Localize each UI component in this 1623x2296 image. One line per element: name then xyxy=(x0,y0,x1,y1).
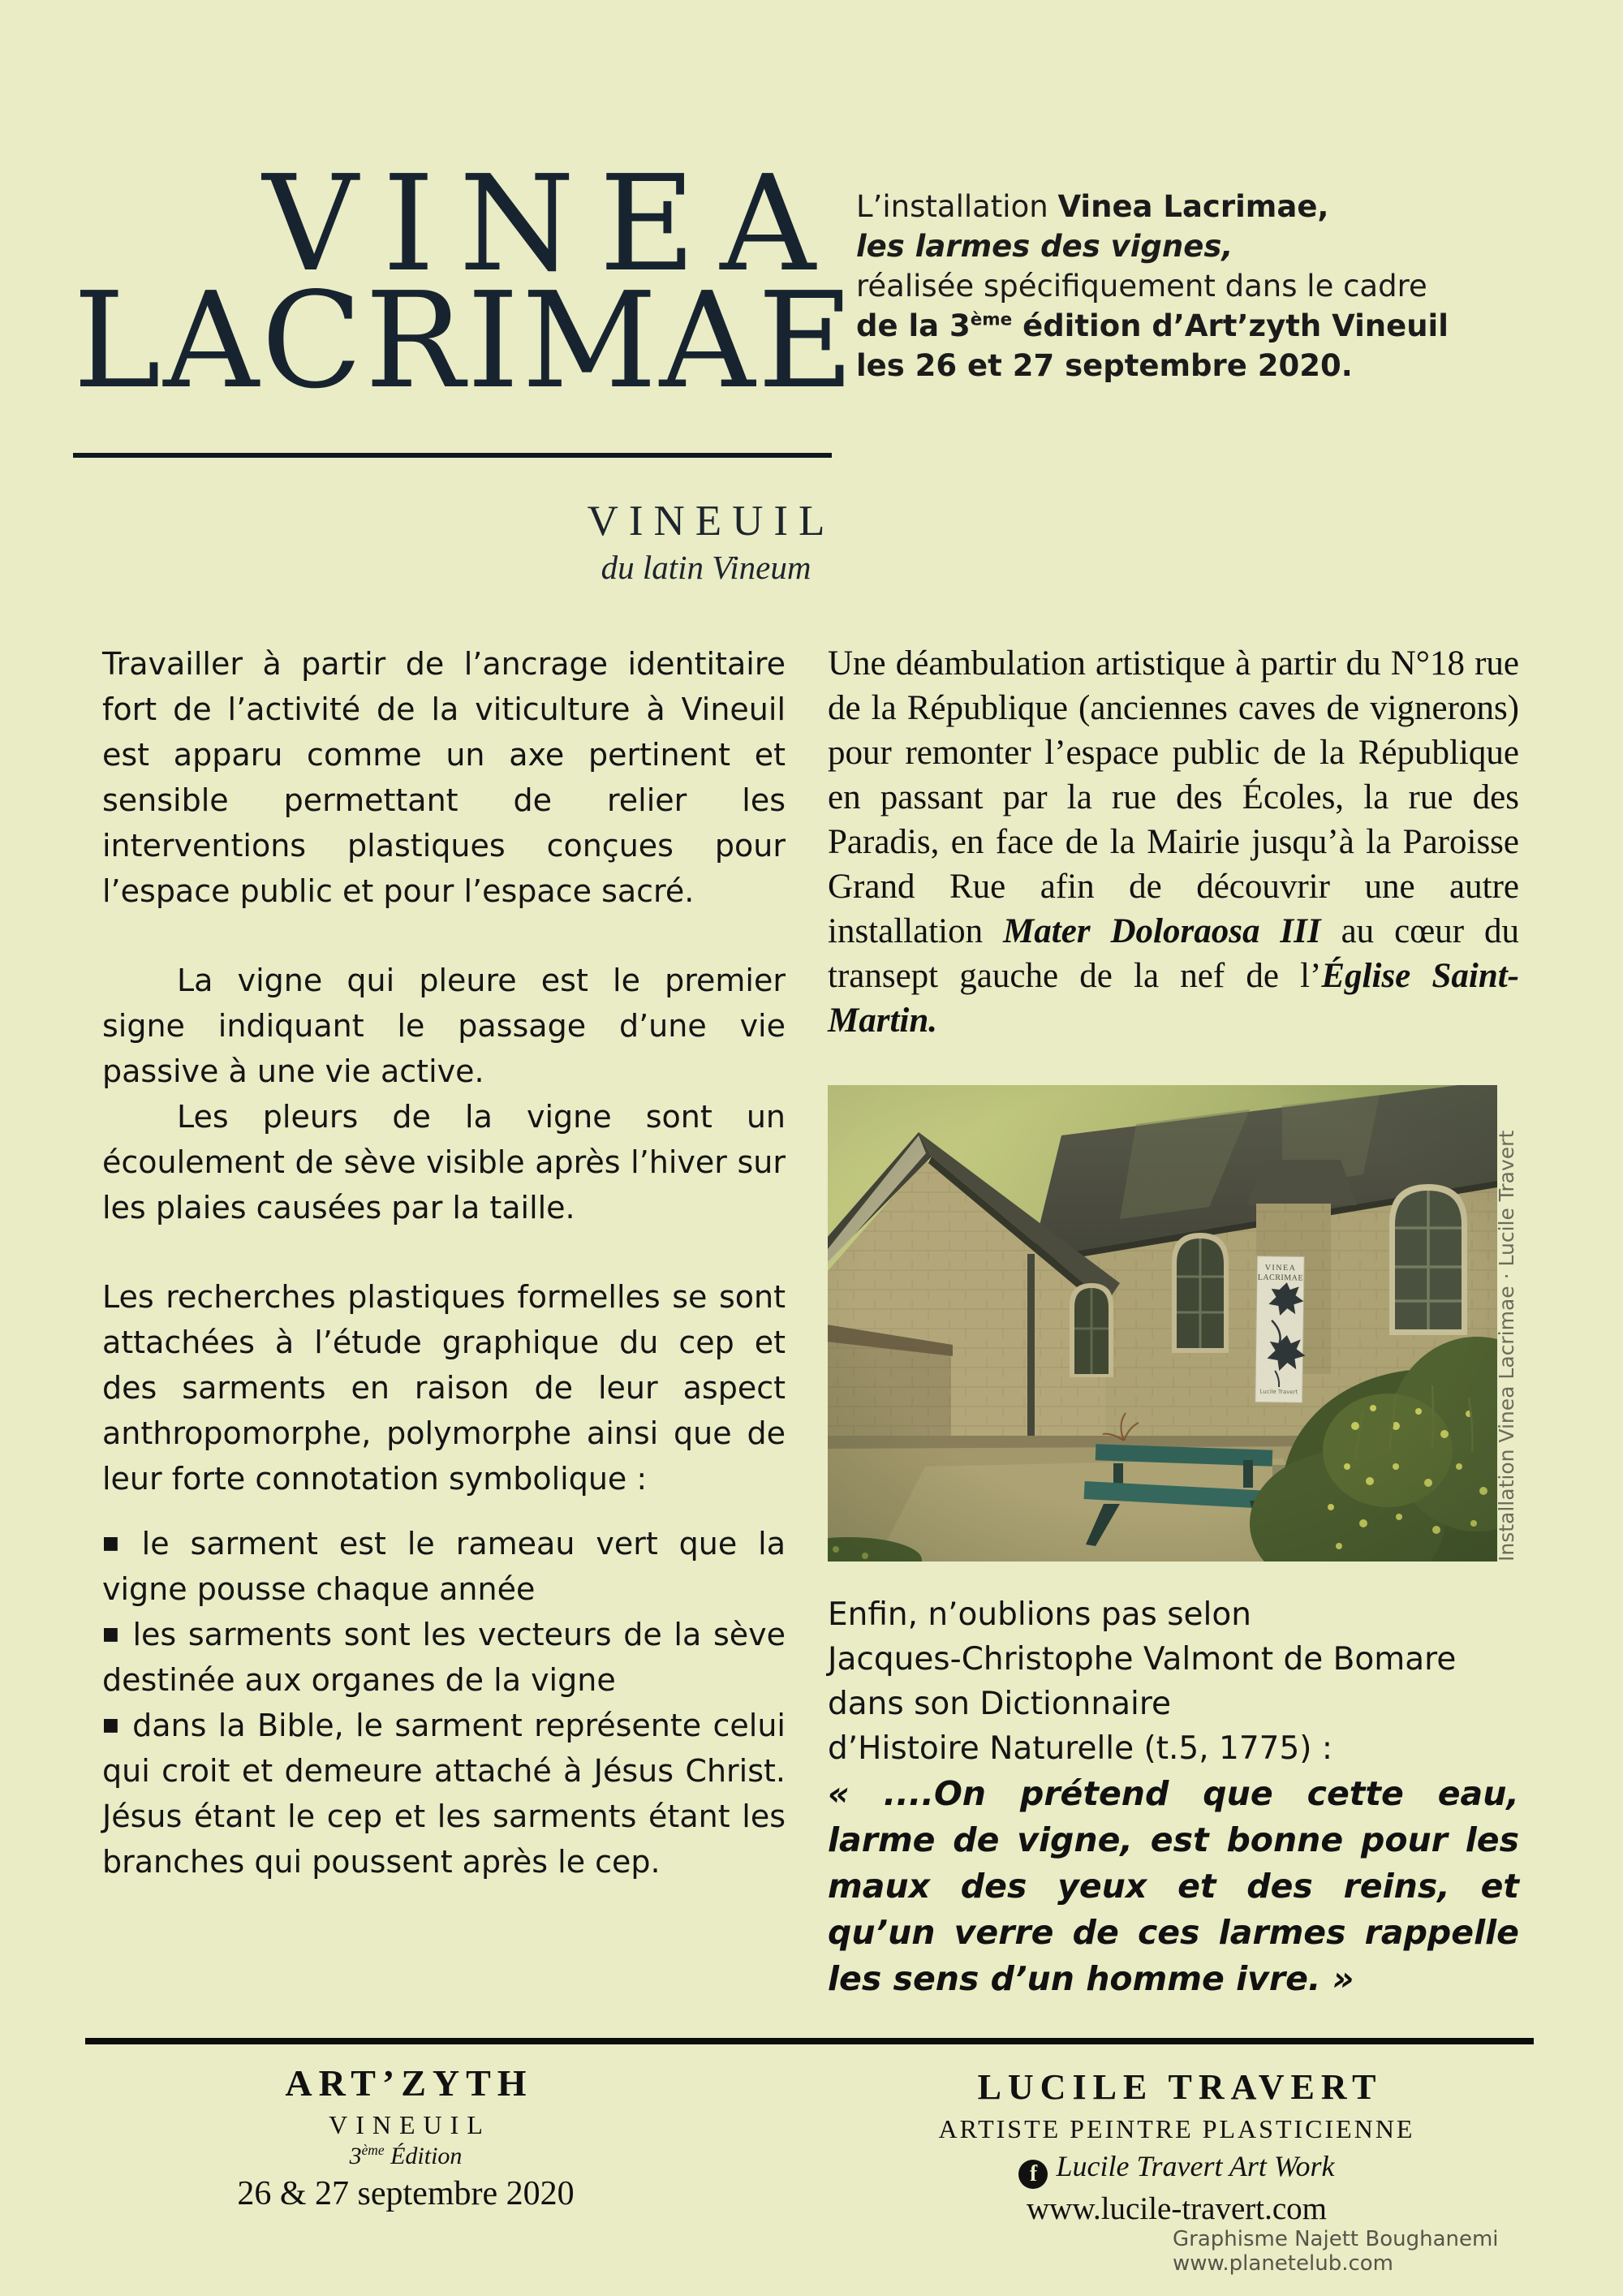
event-date: 26 & 27 septembre 2020 xyxy=(237,2175,575,2212)
event-name: ART’ZYTH xyxy=(285,2062,533,2104)
after-photo-block xyxy=(828,1592,1519,2002)
intro-block xyxy=(856,187,1465,386)
bullet-icon: ■ xyxy=(102,1624,122,1644)
bullet-text: les sarments sont les vecteurs de la sève destinée aux organes de la vigne xyxy=(102,1617,786,1698)
place-heading xyxy=(495,497,917,587)
church-photo-illustration xyxy=(828,1085,1497,1562)
after-photo-line: Enfin, n’oublions pas selon xyxy=(828,1596,1251,1633)
paragraph: Travailler à partir de l’ancrage identitaire fort de l’activité de la viticulture à Vineuil est apparu comme un axe pertinent et sensible permettant de relier les interventions plastiques conçues pour l’espace public et pour l’espace sacré. xyxy=(102,646,786,909)
artist-role: ARTISTE PEINTRE PLASTICIENNE xyxy=(938,2114,1415,2143)
intro-line: de la 3ème édition d’Art’zyth Vineuil xyxy=(856,308,1449,343)
church-photo xyxy=(828,1085,1518,1562)
bullet-icon: ■ xyxy=(102,1533,131,1553)
intro-line: les 26 et 27 septembre 2020. xyxy=(856,348,1353,383)
facebook-line xyxy=(917,2149,1436,2189)
title-divider-rule xyxy=(73,453,832,458)
intro-line: réalisée spécifiquement dans le cadre xyxy=(856,269,1427,304)
intro-line: les larmes des vignes, xyxy=(856,229,1233,264)
quote-paragraph: « ....On prétend que cette eau, larme de vigne, est bonne pour les maux des yeux et des reins, et qu’un verre de ces larmes rappelle les sens d’un homme ivre. » xyxy=(828,1774,1519,1998)
lead-paragraph: Une déambulation artistique à partir du N°18 rue de la République (anciennes caves de vignerons) pour remonter l’espace public de la République en passant par la rue des Écoles, la rue des Paradis, en face de la Mairie jusqu’à la Paroisse Grand Rue afin de découvrir une autre installation Mater Doloraosa III au cœur du transept gauche de la nef de l’Église Saint- Martin. xyxy=(828,644,1520,1040)
artist-name: LUCILE TRAVERT xyxy=(977,2067,1383,2107)
bullet-text: dans la Bible, le sarment représente celui qui croit et demeure attaché à Jésus Christ. Jésus étant le cep et les sarments étant les branches qui poussent après le cep. xyxy=(102,1708,786,1880)
place-name: VINEUIL xyxy=(587,498,836,545)
after-photo-line: Jacques-Christophe Valmont de Bomare xyxy=(828,1641,1457,1678)
after-photo-line: dans son Dictionnaire xyxy=(828,1686,1172,1722)
footer-artist-block xyxy=(917,2066,1436,2227)
event-place: VINEUIL xyxy=(329,2110,491,2139)
title-line-2: LACRIMAE xyxy=(73,265,857,418)
right-column xyxy=(828,641,1519,2002)
bullet-icon: ■ xyxy=(102,1715,122,1735)
intro-line: L’installation Vinea Lacrimae, xyxy=(856,189,1329,224)
photo-caption-vertical: Installation Vinea Lacrimae · Lucile Travert xyxy=(1495,1130,1518,1562)
event-edition: 3ème Édition xyxy=(349,2142,463,2169)
title-line-1: VINEA xyxy=(262,148,840,301)
after-photo-line: d’Histoire Naturelle (t.5, 1775) : xyxy=(828,1730,1333,1767)
bullet-text: le sarment est le rameau vert que la vigne pousse chaque année xyxy=(102,1526,786,1607)
footer-event-block xyxy=(203,2061,609,2213)
paragraph: La vigne qui pleure est le premier signe indiquant le passage d’une vie passive à une vie active. xyxy=(102,963,786,1089)
paragraph: Les recherches plastiques formelles se sont attachées à l’étude graphique du cep et des sarments en raison de leur aspect anthropomorphe, polymorphe ainsi que de leur forte connotation symbolique : xyxy=(102,1279,786,1497)
footer-rule xyxy=(85,2038,1534,2044)
paragraph: Les pleurs de la vigne sont un écoulement de sève visible après l’hiver sur les plaies causées par la taille. xyxy=(102,1099,786,1226)
left-column xyxy=(102,641,786,1885)
credits-fineprint: Graphisme Najett Boughanemi www.planetelub.com xyxy=(1173,2227,1499,2276)
bullet-item xyxy=(102,1703,786,1885)
bullet-item xyxy=(102,1612,786,1703)
facebook-label: Lucile Travert Art Work xyxy=(1056,2150,1335,2182)
bullet-item xyxy=(102,1521,786,1612)
masthead-title xyxy=(73,148,857,418)
facebook-icon: f xyxy=(1018,2160,1048,2189)
place-subtitle: du latin Vineum xyxy=(601,549,812,586)
artist-website: www.lucile-travert.com xyxy=(1027,2191,1327,2226)
